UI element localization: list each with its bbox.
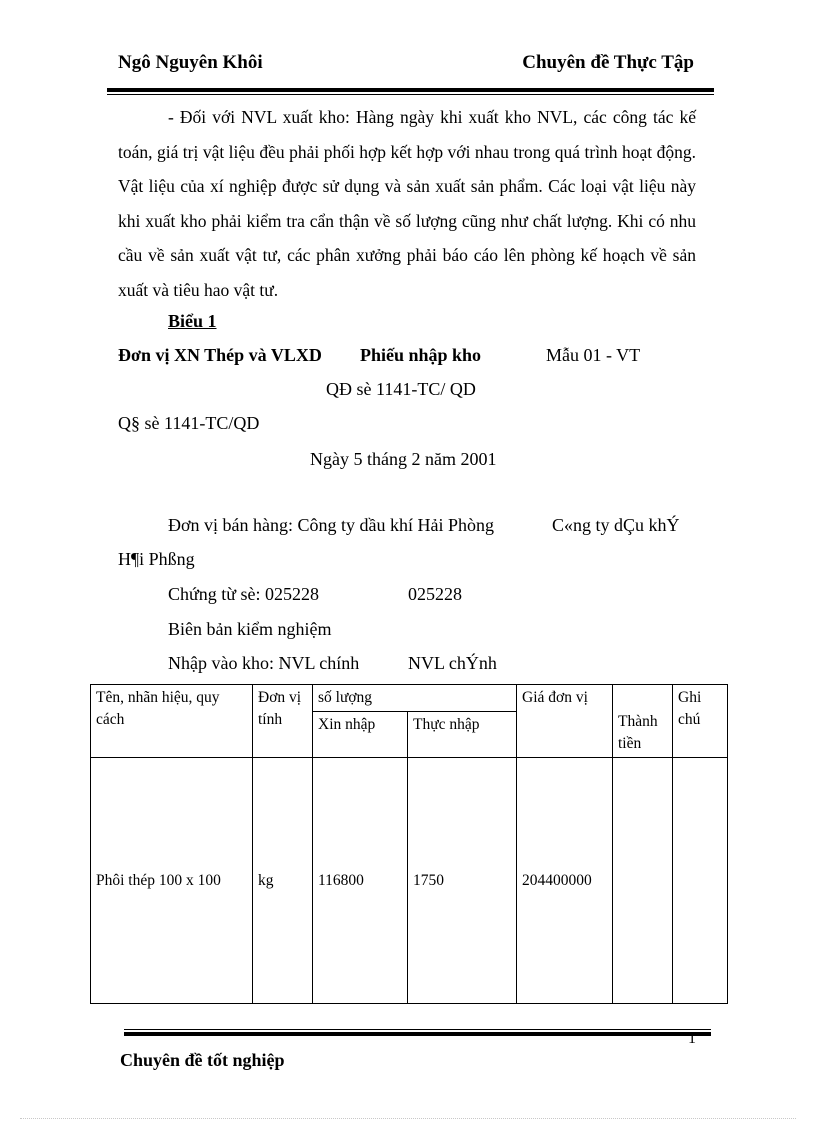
paragraph-text: - Đối với NVL xuất kho: Hàng ngày khi xuất kho NVL, các công tác kế toán, giá trị vật liệu đều phải phối hợp kết hợp với nhau trong quá trình hoạt động. Vật liệu của xí nghiệp được sử dụng và sản xuất sản phẩm. Các loại vật liệu này khi xuất kho phải kiểm tra cẩn thận về số lượng cũng như chất lượng. Khi có nhu cầu về sản xuất vật tư, các phân xưởng phải báo cáo lên phòng kế hoạch về sản xuất và tiêu hao vật tư. xyxy=(118,107,696,300)
seller-line: Đơn vị bán hàng: Công ty dầu khí Hải Phòng xyxy=(168,515,494,535)
header-rule-thin xyxy=(107,94,714,95)
footer-rule-thick xyxy=(124,1032,711,1036)
seller-garbled-1: C«ng ty dÇu khÝ xyxy=(552,515,680,535)
cell-amount xyxy=(613,758,673,1004)
header-rule-thick xyxy=(107,88,714,92)
table-row xyxy=(91,758,728,1004)
page-number: 1 xyxy=(688,1030,696,1047)
header-note: Ghi chú xyxy=(673,685,728,758)
header-name: Tên, nhãn hiệu, quy cách xyxy=(91,685,253,758)
form-title: Phiếu nhập kho xyxy=(360,345,482,365)
decision-left: Q§ sè 1141-TC/QD xyxy=(118,413,260,433)
table-header-row-1 xyxy=(91,685,728,712)
page-edge xyxy=(20,1118,796,1119)
cell-name: Phôi thép 100 x 100 xyxy=(91,758,253,1004)
cell-note xyxy=(673,758,728,1004)
seller-garbled-2: H¶i Phßng xyxy=(118,549,195,569)
header-price: Giá đơn vị xyxy=(517,685,613,758)
cell-price: 204400000 xyxy=(517,758,613,1004)
form-unit: Đơn vị XN Thép và VLXD xyxy=(118,345,322,365)
form-code: Mẫu 01 - VT xyxy=(546,345,641,365)
decision-center: QĐ sè 1141-TC/ QD xyxy=(326,379,476,399)
cell-unit: kg xyxy=(253,758,313,1004)
voucher-number: Chứng từ sè: 025228 xyxy=(168,584,320,604)
header-actual: Thực nhập xyxy=(408,712,517,758)
header-amount: Thành tiền xyxy=(613,685,673,758)
cell-requested: 116800 xyxy=(313,758,408,1004)
body-paragraph xyxy=(118,100,696,307)
header-unit: Đơn vị tính xyxy=(253,685,313,758)
footer-title: Chuyên đề tốt nghiệp xyxy=(120,1050,285,1070)
form-date: Ngày 5 tháng 2 năm 2001 xyxy=(310,449,497,469)
voucher-repeat: 025228 xyxy=(408,584,462,604)
warehouse-line: Nhập vào kho: NVL chính xyxy=(168,653,360,673)
footer-rule-thin xyxy=(124,1029,711,1030)
cell-actual: 1750 xyxy=(408,758,517,1004)
warehouse-garbled: NVL chÝnh xyxy=(408,653,497,673)
header-author: Ngô Nguyên Khôi xyxy=(118,52,263,73)
header-quantity: số lượng xyxy=(313,685,517,712)
header-subject: Chuyên đề Thực Tập xyxy=(522,52,694,73)
inspection-record: Biên bản kiểm nghiệm xyxy=(168,619,332,639)
header-requested: Xin nhập xyxy=(313,712,408,758)
exhibit-label: Biểu 1 xyxy=(168,311,217,331)
receipt-table xyxy=(90,684,728,1004)
